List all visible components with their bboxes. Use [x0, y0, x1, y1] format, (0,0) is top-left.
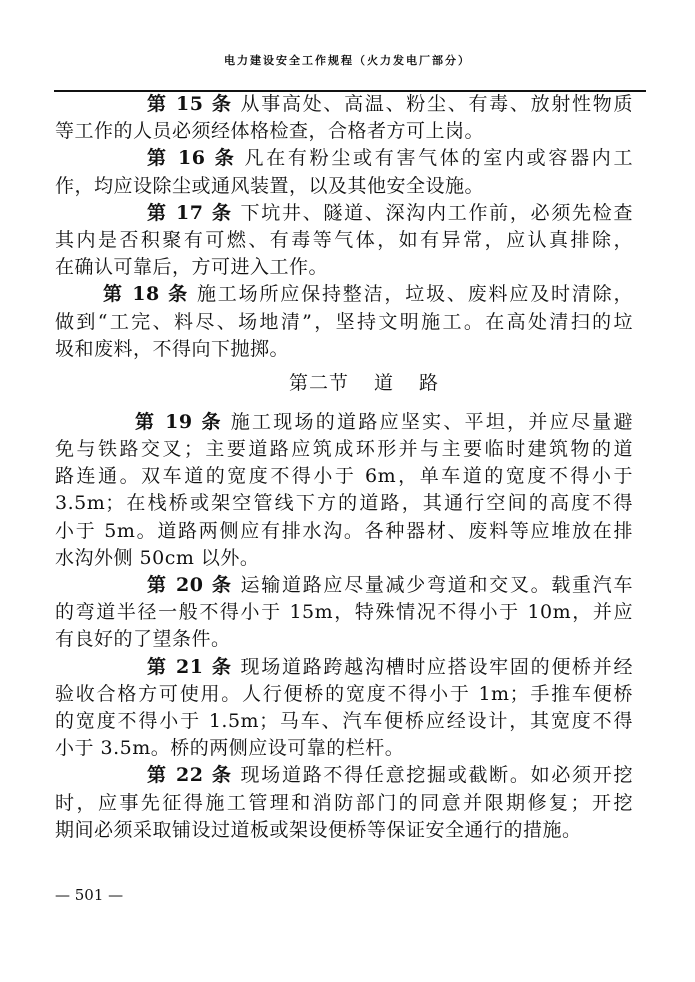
article-number: 第 18 条: [103, 283, 189, 306]
line-text: 3.5m；在栈桥或架空管线下方的道路，其通行空间的高度不得: [55, 492, 633, 515]
line-text: 等工作的人员必须经体格检查，合格者方可上岗。: [55, 120, 485, 143]
line-text: 验收合格方可使用。人行便桥的宽度不得小于 1m；手推车便桥: [55, 682, 633, 705]
section-heading: 第二节 道 路: [288, 371, 440, 394]
page-number: — 501 —: [55, 886, 124, 904]
text-line: [55, 708, 633, 735]
line-text: 小于 5m。道路两侧应有排水沟。各种器材、废料等应堆放在排: [55, 519, 633, 542]
line-text: 水沟外侧 50cm 以外。: [55, 546, 260, 569]
line-text: 施工场所应保持整洁，垃圾、废料应及时清除，: [196, 283, 633, 306]
text-line: [55, 762, 633, 789]
line-text: 圾和废料，不得向下抛掷。: [55, 337, 290, 360]
line-text: 运输道路应尽量减少弯道和交叉。载重汽车: [240, 574, 633, 596]
text-line: [55, 409, 633, 436]
line-text: 凡在有粉尘或有害气体的室内或容器内工: [244, 147, 633, 170]
text-line: [55, 572, 633, 599]
line-text: 做到“工完、料尽、场地清”，坚持文明施工。在高处清扫的垃: [55, 310, 633, 333]
text-line: [55, 227, 633, 254]
article-number: 第 22 条: [147, 764, 233, 787]
line-text: 从事高处、高温、粉尘、有毒、放射性物质: [240, 93, 633, 115]
line-text: 下坑井、隧道、深沟内工作前，必须先检查: [240, 201, 633, 224]
text-line: [55, 463, 633, 490]
text-line: [55, 254, 633, 281]
line-text: 小于 3.5m。桥的两侧应设可靠的栏杆。: [55, 737, 405, 760]
article-number: 第 19 条: [135, 410, 223, 433]
text-line: [55, 281, 633, 308]
text-line: [55, 118, 633, 145]
text-line: [55, 336, 633, 363]
document-body: [55, 91, 633, 844]
line-text: 路连通。双车道的宽度不得小于 6m，单车道的宽度不得小于: [55, 465, 633, 488]
article-number: 第 15 条: [147, 93, 233, 115]
text-line: [55, 200, 633, 227]
running-header: 电力建设安全工作规程（火力发电厂部分）: [224, 54, 471, 67]
text-line: [55, 654, 633, 681]
line-text: 现场道路跨越沟槽时应搭设牢固的便桥并经: [240, 655, 633, 678]
line-text: 现场道路不得任意挖掘或截断。如必须开挖: [240, 764, 633, 787]
text-line: [55, 490, 633, 517]
line-text: 免与铁路交叉；主要道路应筑成环形并与主要临时建筑物的道: [55, 438, 633, 461]
article-number: 第 16 条: [147, 147, 237, 170]
line-text: 作，均应设除尘或通风装置，以及其他安全设施。: [55, 174, 485, 197]
line-text: 期间必须采取铺设过道板或架设便桥等保证安全通行的措施。: [55, 818, 582, 841]
article-number: 第 21 条: [147, 655, 233, 678]
text-line: [55, 145, 633, 172]
article-paragraph: [55, 200, 633, 282]
line-text: 施工现场的道路应坚实、平坦，并应尽量避: [230, 410, 633, 433]
text-line: [55, 817, 633, 844]
line-text: 有良好的了望条件。: [55, 628, 231, 651]
text-line: [55, 545, 633, 572]
article-paragraph: [55, 572, 633, 654]
text-line: [55, 309, 633, 336]
text-line: [55, 173, 633, 200]
text-line: [55, 790, 633, 817]
text-line: [55, 626, 633, 653]
article-number: 第 20 条: [147, 574, 233, 596]
text-line: [55, 436, 633, 463]
line-text: 的弯道半径一般不得小于 15m，特殊情况不得小于 10m，并应: [55, 601, 633, 624]
text-line: [55, 735, 633, 762]
text-line: [55, 599, 633, 626]
line-text: 的宽度不得小于 1.5m；马车、汽车便桥应经设计，其宽度不得: [55, 709, 633, 732]
line-text: 其内是否积聚有可燃、有毒等气体，如有异常，应认真排除，: [55, 228, 633, 251]
article-number: 第 17 条: [147, 201, 233, 224]
article-paragraph: [55, 145, 633, 199]
article-paragraph: [55, 762, 633, 844]
line-text: 在确认可靠后，方可进入工作。: [55, 256, 329, 279]
text-line: [55, 681, 633, 708]
article-paragraph: [55, 409, 633, 572]
line-text: 时，应事先征得施工管理和消防部门的同意并限期修复；开挖: [55, 791, 633, 814]
text-line: [55, 91, 633, 118]
article-paragraph: [55, 654, 633, 763]
article-paragraph: [55, 281, 633, 363]
text-line: [55, 518, 633, 545]
article-paragraph: [55, 91, 633, 145]
